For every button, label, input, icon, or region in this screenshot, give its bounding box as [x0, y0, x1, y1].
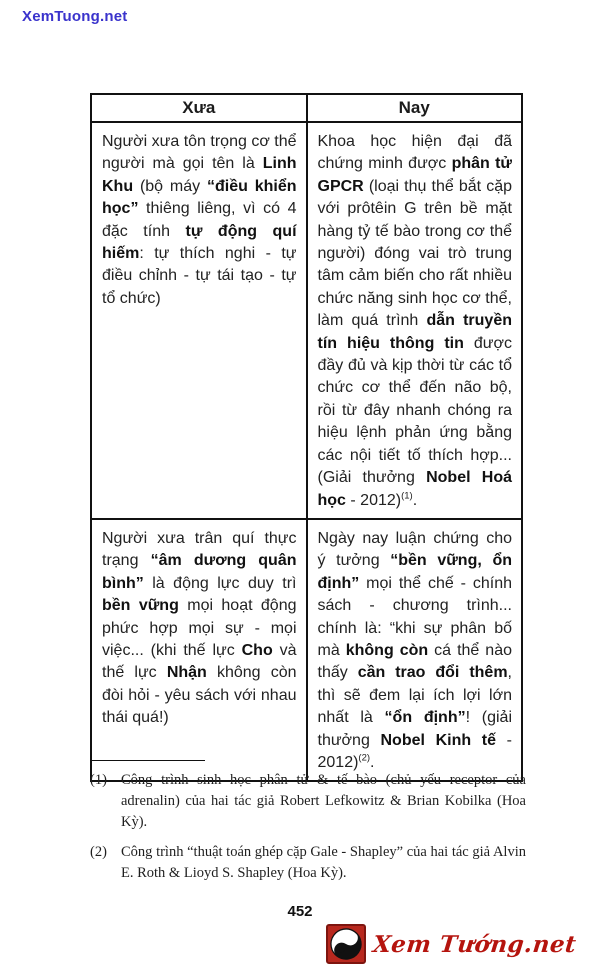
cell-old-1: Người xưa tôn trọng cơ thể người mà gọi tên là Linh Khu (bộ máy “điều khiển học” thiêng liêng, vì có 4 đặc tính tự động quí hiếm: tự thích nghi - tự điều chỉnh - tự tái tạo - tự tổ chức) [91, 122, 307, 519]
column-header-new: Nay [307, 94, 523, 122]
table-row [91, 122, 522, 519]
yin-yang-icon [326, 924, 366, 964]
footnote-marker: (1) [90, 772, 107, 788]
table-header-row [91, 94, 522, 122]
cell-new-2: Ngày nay luận chứng cho ý tưởng “bền vững, ổn định” mọi thể chế - chính sách - chương trình... chính là: “khi sự phân bố mà không còn cá thể nào thấy cần trao đổi thêm, thì sẽ đem lại ích lợi lớn nhất là “ổn định”! (giải thưởng Nobel Kinh tế - 2012)$^{(2)}$. [307, 519, 523, 781]
footnote-1 [90, 770, 526, 833]
footnote-text: Công trình sinh học phân tử & tế bào (chủ yếu receptor của adrenalin) của hai tác giả Robert Lefkowitz & Brian Kobilka (Hoa Kỳ). [121, 772, 526, 830]
logo-text: Xem Tướng.net [371, 930, 578, 958]
cell-old-2: Người xưa trân quí thực trạng “âm dương quân bình” là động lực duy trì bền vững mọi hoạt động phức hợp mọi sự - mọi việc... (khi thế lực Cho và thế lực Nhận không còn đòi hỏi - yêu sách với nhau thái quá!) [91, 519, 307, 781]
page-number: 452 [287, 903, 313, 920]
footnotes-section [90, 760, 526, 893]
comparison-table [90, 93, 523, 782]
footnote-2 [90, 842, 526, 884]
table-row [91, 519, 522, 781]
cell-new-1: Khoa học hiện đại đã chứng minh được phân tử GPCR (loại thụ thể bắt cặp với prôtêin G trên bề mặt hàng tỷ tế bào trong cơ thể người) đóng vai trò trung tâm cảm biến cho rất nhiều chức năng sinh học cơ thể, làm quá trình dẫn truyền tín hiệu thông tin được đầy đủ và kịp thời từ các tổ chức cơ thể đến não bộ, rồi từ đây nhanh chóng ra hiệu lệnh phản ứng bằng các nội tiết tố thích hợp... (Giải thưởng Nobel Hoá học - 2012)$^{(1)}$. [307, 122, 523, 519]
site-link[interactable]: XemTuong.net [22, 8, 128, 25]
footnote-marker: (2) [90, 844, 107, 860]
footnote-text: Công trình “thuật toán ghép cặp Gale - Shapley” của hai tác giả Alvin E. Roth & Lioyd S. Shapley (Hoa Kỳ). [121, 844, 526, 881]
column-header-old: Xưa [91, 94, 307, 122]
site-logo[interactable] [326, 924, 576, 964]
footnote-separator [90, 760, 205, 761]
